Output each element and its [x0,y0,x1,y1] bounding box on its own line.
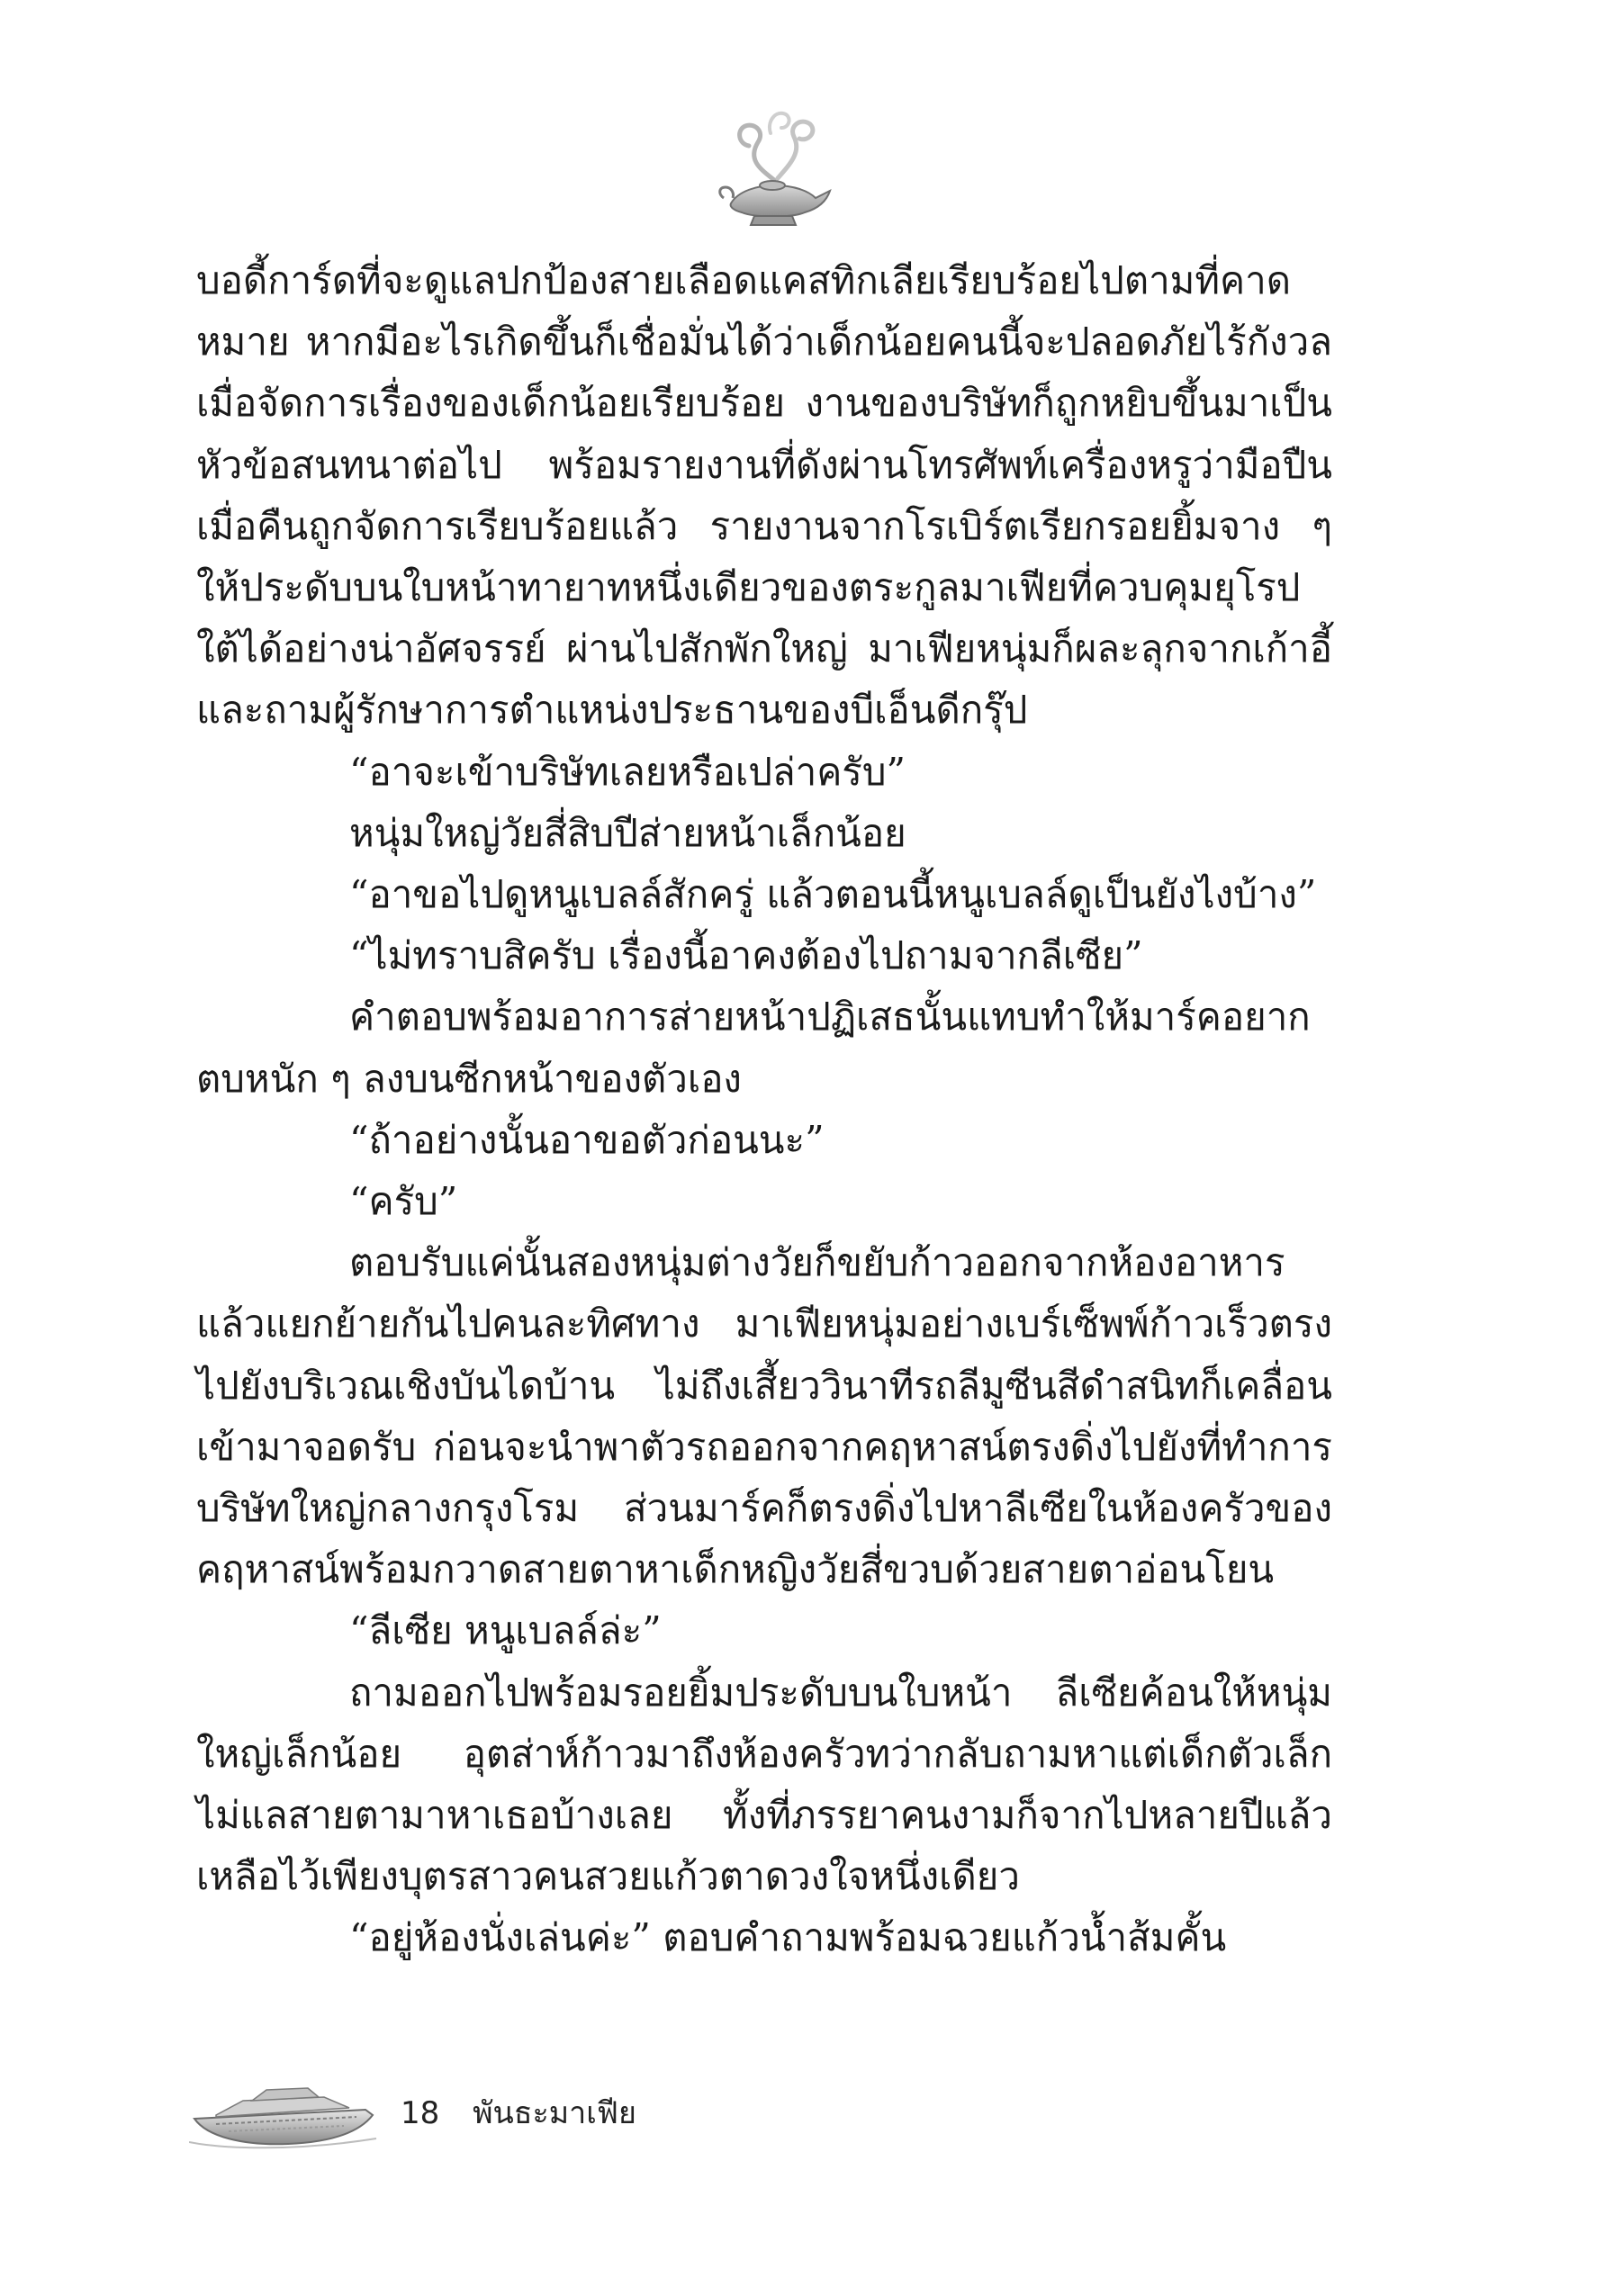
cruise-ship-icon [189,2079,378,2151]
genie-lamp-icon [711,97,837,232]
paragraph: หนุ่มใหญ่วัยสี่สิบปีส่ายหน้าเล็กน้อย [349,810,906,855]
body-text [196,250,1332,1969]
paragraph: “ลีเซีย หนูเบลล์ล่ะ” [349,1608,662,1653]
paragraph: ถามออกไปพร้อมรอยยิ้มประดับบนใบหน้า ลีเซียค้อนให้หนุ่มใหญ่เล็กน้อย อุตส่าห์ก้าวมาถึงห้องครัวทว่ากลับถามหาแต่เด็กตัวเล็ก ไม่แลสายตามาหาเธอบ้างเลย ทั้งที่ภรรยาคนงามก็จากไปหลายปีแล้ว เหลือไว้เพียงบุตรสาวคนสวยแก้วตาดวงใจหนึ่งเดียว [196,1670,1332,1899]
paragraph: “อาจะเข้าบริษัทเลยหรือเปล่าครับ” [349,749,906,794]
paragraph: คำตอบพร้อมอาการส่ายหน้าปฏิเสธนั้นแทบทำให้มาร์คอยากตบหนัก ๆ ลงบนซีกหน้าของตัวเอง [196,995,1311,1101]
paragraph: “อาขอไปดูหนูเบลล์สักครู่ แล้วตอนนี้หนูเบลล์ดูเป็นยังไงบ้าง” [349,872,1317,917]
footer-label [401,2088,636,2137]
book-title: พันธะมาเฟีย [473,2095,636,2131]
paragraph: บอดี้การ์ดที่จะดูแลปกป้องสายเลือดแคสทิกเลียเรียบร้อยไปตามที่คาดหมาย หากมีอะไรเกิดขึ้นก็เชื่อมั่นได้ว่าเด็กน้อยคนนี้จะปลอดภัยไร้กังวล เมื่อจัดการเรื่องของเด็กน้อยเรียบร้อย งานของบริษัทก็ถูกหยิบขึ้นมาเป็นหัวข้อสนทนาต่อไป พร้อมรายงานที่ดังผ่านโทรศัพท์เครื่องหรูว่ามือปืนเมื่อคืนถูกจัดการเรียบร้อยแล้ว รายงานจากโรเบิร์ตเรียกรอยยิ้มจาง ๆ ให้ประดับบนใบหน้าทายาทหนึ่งเดียวของตระกูลมาเฟียที่ควบคุมยุโรปใต้ได้อย่างน่าอัศจรรย์ ผ่านไปสักพักใหญ่ มาเฟียหนุ่มก็ผละลุกจากเก้าอี้และถามผู้รักษาการตำแหน่งประธานของบีเอ็นดีกรุ๊ป [196,258,1332,733]
paragraph: ตอบรับแค่นั้นสองหนุ่มต่างวัยก็ขยับก้าวออกจากห้องอาหารแล้วแยกย้ายกันไปคนละทิศทาง มาเฟียหนุ่มอย่างเบร์เซ็พพ์ก้าวเร็วตรงไปยังบริเวณเชิงบันไดบ้าน ไม่ถึงเสี้ยววินาทีรถลีมูซีนสีดำสนิทก็เคลื่อนเข้ามาจอดรับ ก่อนจะนำพาตัวรถออกจากคฤหาสน์ตรงดิ่งไปยังที่ทำการบริษัทใหญ่กลางกรุงโรม ส่วนมาร์คก็ตรงดิ่งไปหาลีเซียในห้องครัวของคฤหาสน์พร้อมกวาดสายตาหาเด็กหญิงวัยสี่ขวบด้วยสายตาอ่อนโยน [196,1240,1332,1592]
paragraph: “อยู่ห้องนั่งเล่นค่ะ” ตอบคำถามพร้อมฉวยแก้วน้ำส้มคั้น [349,1915,1227,1960]
paragraph: “ครับ” [349,1179,458,1224]
page-footer [189,2070,729,2151]
paragraph: “ถ้าอย่างนั้นอาขอตัวก่อนนะ” [349,1117,825,1162]
page-number: 18 [401,2095,440,2131]
paragraph: “ไม่ทราบสิครับ เรื่องนี้อาคงต้องไปถามจากลีเซีย” [349,933,1143,978]
